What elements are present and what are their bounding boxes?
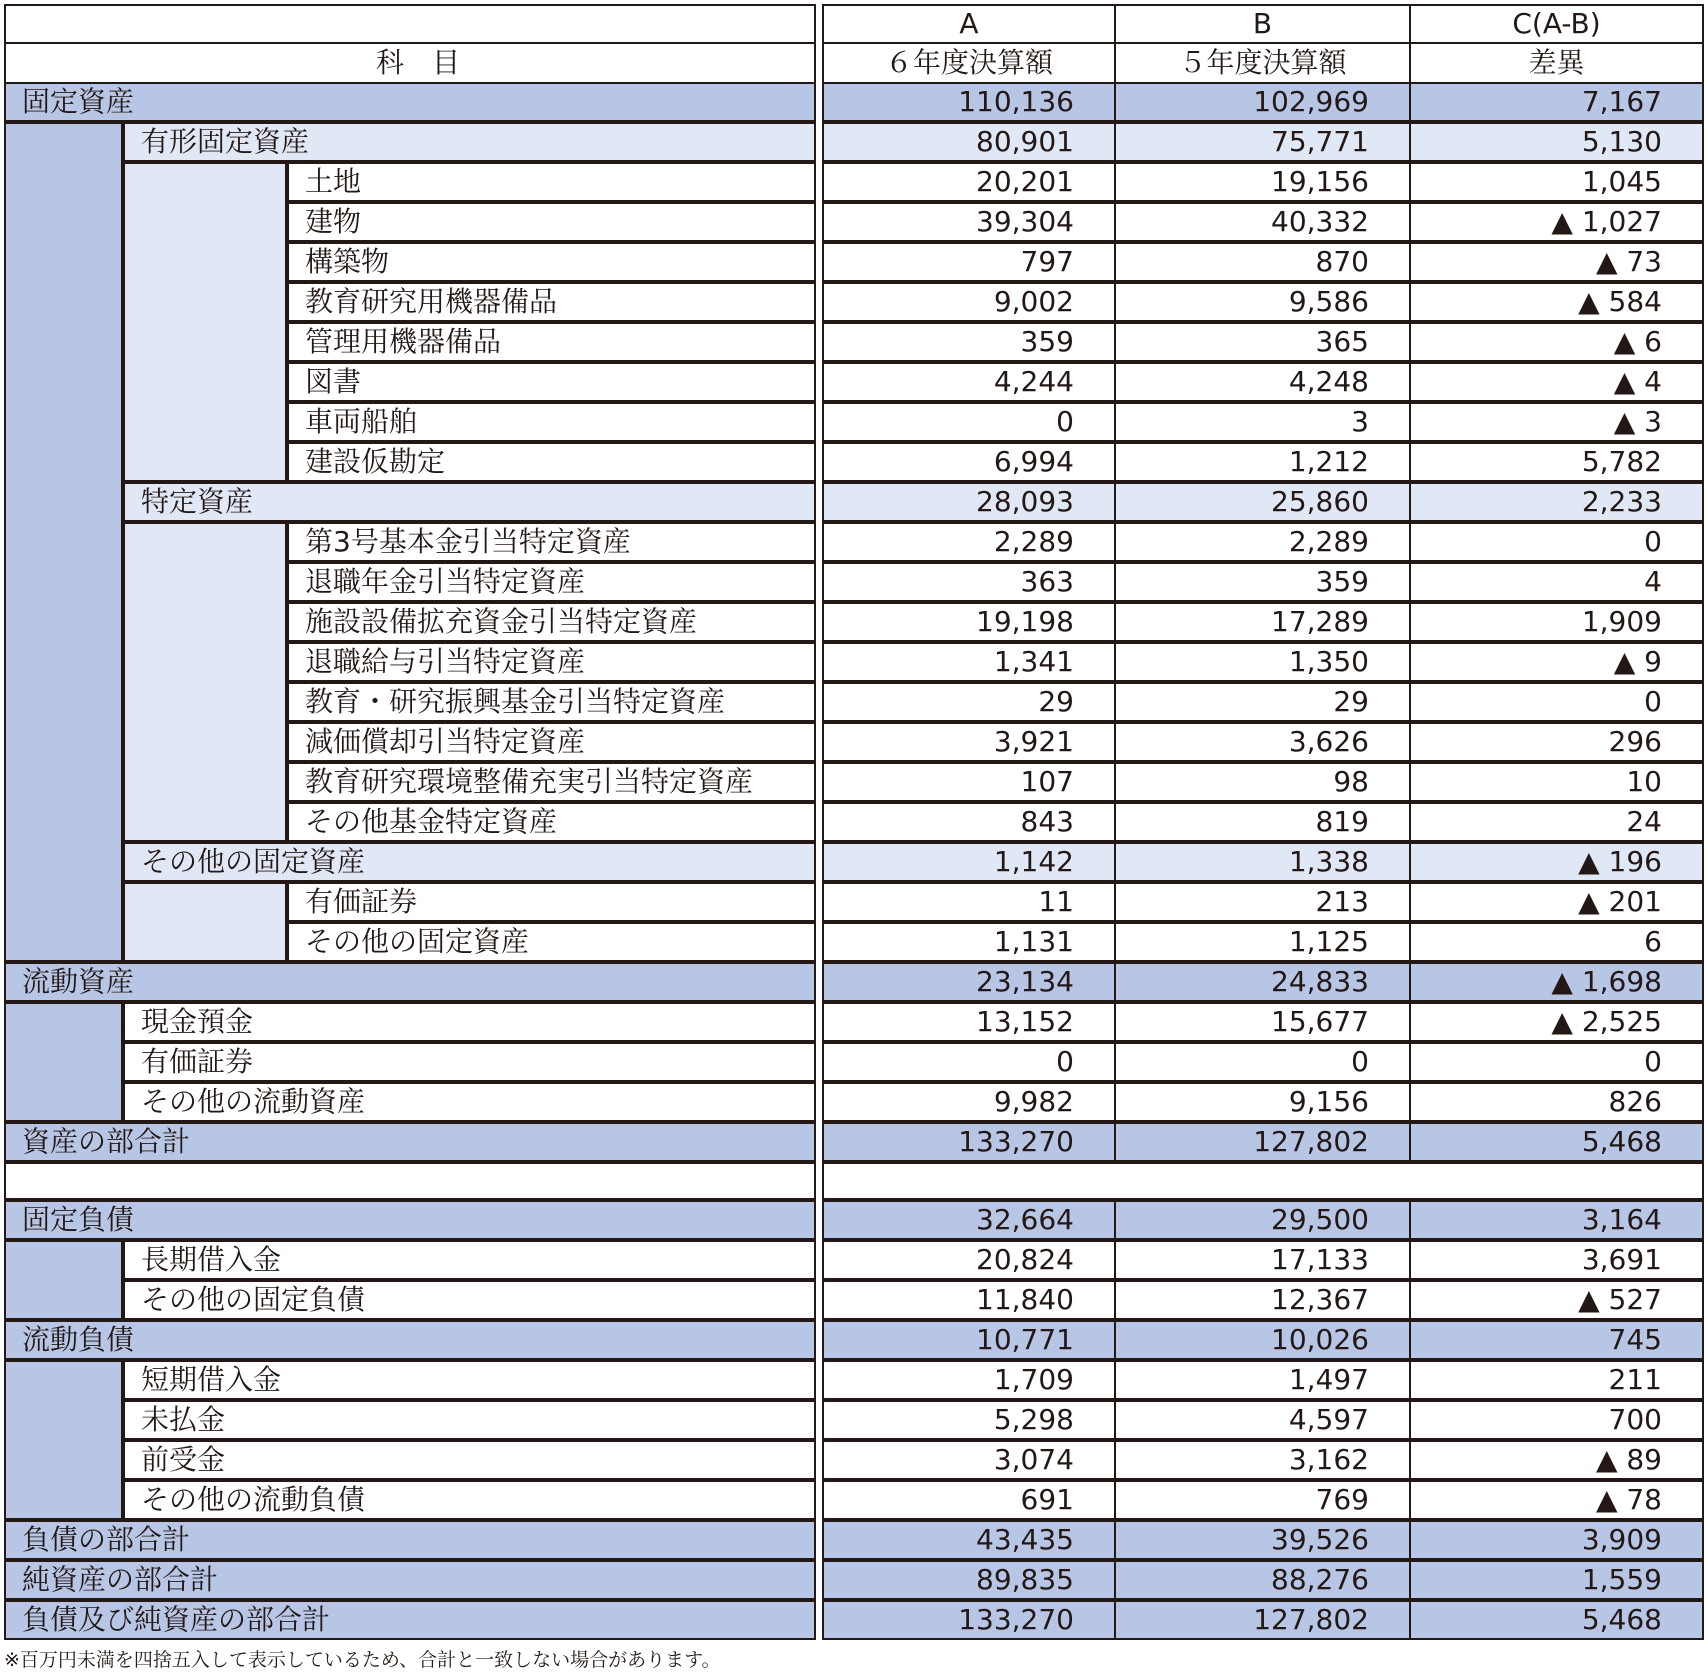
item-value-b: 769 [1114, 1480, 1411, 1520]
item-label: 図書 [287, 362, 816, 402]
item-value-a: 359 [822, 322, 1116, 362]
group-value-b: 39,526 [1114, 1520, 1411, 1560]
item-label: 教育研究用機器備品 [287, 282, 816, 322]
item-value-b: 4,248 [1114, 362, 1411, 402]
item-value-a: 11,840 [822, 1280, 1116, 1320]
group-value-diff: ▲ 1,698 [1409, 962, 1704, 1002]
item-value-a: 6,994 [822, 442, 1116, 482]
item-label: 現金預金 [123, 1002, 816, 1042]
item-value-a: 3,921 [822, 722, 1116, 762]
group-value-diff: 1,559 [1409, 1560, 1704, 1600]
item-value-a: 11 [822, 882, 1116, 922]
item-label: 長期借入金 [123, 1240, 816, 1280]
header-col-b-title: ５年度決算額 [1114, 42, 1411, 84]
item-value-a: 2,289 [822, 522, 1116, 562]
subgroup-value-diff: 2,233 [1409, 482, 1704, 522]
group-value-a: 32,664 [822, 1200, 1116, 1240]
item-label: 未払金 [123, 1400, 816, 1440]
item-value-a: 9,982 [822, 1082, 1116, 1122]
column-gap [814, 4, 824, 1640]
header-col-c-title: 差異 [1409, 42, 1704, 84]
header-col-b-letter: B [1114, 4, 1411, 44]
item-value-b: 3,162 [1114, 1440, 1411, 1480]
item-value-b: 1,212 [1114, 442, 1411, 482]
item-label: その他の流動資産 [123, 1082, 816, 1122]
item-value-diff: 211 [1409, 1360, 1704, 1400]
item-value-diff: 0 [1409, 1042, 1704, 1082]
group-value-a: 110,136 [822, 82, 1116, 122]
item-value-a: 0 [822, 402, 1116, 442]
item-value-b: 1,350 [1114, 642, 1411, 682]
item-label: 減価償却引当特定資産 [287, 722, 816, 762]
group-value-a: 10,771 [822, 1320, 1116, 1360]
item-value-diff: 3,691 [1409, 1240, 1704, 1280]
item-label: 管理用機器備品 [287, 322, 816, 362]
header-col-a-title: ６年度決算額 [822, 42, 1116, 84]
item-label: 施設設備拡充資金引当特定資産 [287, 602, 816, 642]
item-value-b: 9,586 [1114, 282, 1411, 322]
item-value-a: 797 [822, 242, 1116, 282]
group-value-a: 133,270 [822, 1122, 1116, 1162]
subgroup-indent-spacer [123, 882, 287, 962]
group-value-diff: 7,167 [1409, 82, 1704, 122]
group-label: 資産の部合計 [4, 1122, 816, 1162]
group-label: 固定資産 [4, 82, 816, 122]
item-value-b: 9,156 [1114, 1082, 1411, 1122]
item-label: 建物 [287, 202, 816, 242]
group-label: 固定負債 [4, 1200, 816, 1240]
header-col-c-letter: C(A-B) [1409, 4, 1704, 44]
item-value-a: 107 [822, 762, 1116, 802]
subgroup-value-diff: ▲ 196 [1409, 842, 1704, 882]
subgroup-value-b: 25,860 [1114, 482, 1411, 522]
item-value-b: 4,597 [1114, 1400, 1411, 1440]
item-label: その他の流動負債 [123, 1480, 816, 1520]
group-value-diff: 3,909 [1409, 1520, 1704, 1560]
group-value-diff: 745 [1409, 1320, 1704, 1360]
item-value-a: 843 [822, 802, 1116, 842]
group-label: 流動資産 [4, 962, 816, 1002]
item-value-diff: ▲ 527 [1409, 1280, 1704, 1320]
item-value-a: 4,244 [822, 362, 1116, 402]
subgroup-value-a: 1,142 [822, 842, 1116, 882]
group-indent-spacer [4, 1240, 123, 1320]
item-value-b: 213 [1114, 882, 1411, 922]
group-value-diff: 3,164 [1409, 1200, 1704, 1240]
item-value-diff: ▲ 3 [1409, 402, 1704, 442]
item-value-b: 40,332 [1114, 202, 1411, 242]
subgroup-label: 有形固定資産 [123, 122, 816, 162]
item-value-b: 98 [1114, 762, 1411, 802]
subgroup-value-b: 75,771 [1114, 122, 1411, 162]
item-label: 有価証券 [287, 882, 816, 922]
item-value-diff: ▲ 1,027 [1409, 202, 1704, 242]
subgroup-value-a: 80,901 [822, 122, 1116, 162]
item-label: 建設仮勘定 [287, 442, 816, 482]
item-value-diff: 5,782 [1409, 442, 1704, 482]
item-value-a: 0 [822, 1042, 1116, 1082]
item-value-diff: ▲ 89 [1409, 1440, 1704, 1480]
item-value-b: 0 [1114, 1042, 1411, 1082]
group-value-a: 133,270 [822, 1600, 1116, 1640]
group-value-b: 127,802 [1114, 1122, 1411, 1162]
item-label: 車両船舶 [287, 402, 816, 442]
item-value-b: 870 [1114, 242, 1411, 282]
group-value-b: 29,500 [1114, 1200, 1411, 1240]
item-value-a: 39,304 [822, 202, 1116, 242]
item-value-b: 29 [1114, 682, 1411, 722]
item-label: 土地 [287, 162, 816, 202]
item-value-b: 819 [1114, 802, 1411, 842]
item-value-a: 691 [822, 1480, 1116, 1520]
item-label: 教育研究環境整備充実引当特定資産 [287, 762, 816, 802]
group-value-a: 89,835 [822, 1560, 1116, 1600]
item-value-b: 2,289 [1114, 522, 1411, 562]
group-value-b: 24,833 [1114, 962, 1411, 1002]
item-value-a: 9,002 [822, 282, 1116, 322]
footnote: ※百万円未満を四捨五入して表示しているため、合計と一致しない場合があります。 [4, 1649, 721, 1671]
item-value-diff: 700 [1409, 1400, 1704, 1440]
group-value-b: 10,026 [1114, 1320, 1411, 1360]
item-value-diff: 1,909 [1409, 602, 1704, 642]
item-value-a: 1,131 [822, 922, 1116, 962]
item-value-diff: ▲ 9 [1409, 642, 1704, 682]
item-value-a: 3,074 [822, 1440, 1116, 1480]
section-separator [4, 1162, 1704, 1200]
subgroup-indent-spacer [123, 162, 287, 482]
group-value-diff: 5,468 [1409, 1122, 1704, 1162]
subgroup-value-a: 28,093 [822, 482, 1116, 522]
item-value-diff: 1,045 [1409, 162, 1704, 202]
group-label: 負債及び純資産の部合計 [4, 1600, 816, 1640]
header-subject: 科 目 [4, 42, 816, 84]
item-value-b: 12,367 [1114, 1280, 1411, 1320]
item-label: 短期借入金 [123, 1360, 816, 1400]
item-value-diff: ▲ 78 [1409, 1480, 1704, 1520]
item-value-b: 19,156 [1114, 162, 1411, 202]
group-value-a: 43,435 [822, 1520, 1116, 1560]
item-value-diff: 296 [1409, 722, 1704, 762]
item-value-a: 5,298 [822, 1400, 1116, 1440]
item-value-diff: 6 [1409, 922, 1704, 962]
item-label: 退職年金引当特定資産 [287, 562, 816, 602]
item-value-a: 29 [822, 682, 1116, 722]
group-label: 流動負債 [4, 1320, 816, 1360]
item-value-diff: 0 [1409, 522, 1704, 562]
group-indent-spacer [4, 122, 123, 962]
item-label: その他の固定資産 [287, 922, 816, 962]
item-value-a: 13,152 [822, 1002, 1116, 1042]
header-col-a-letter: A [822, 4, 1116, 44]
group-label: 負債の部合計 [4, 1520, 816, 1560]
group-label: 純資産の部合計 [4, 1560, 816, 1600]
subgroup-label: 特定資産 [123, 482, 816, 522]
item-value-a: 19,198 [822, 602, 1116, 642]
subgroup-indent-spacer [123, 522, 287, 842]
item-value-diff: ▲ 4 [1409, 362, 1704, 402]
item-value-b: 359 [1114, 562, 1411, 602]
item-label: 第3号基本金引当特定資産 [287, 522, 816, 562]
item-value-b: 17,133 [1114, 1240, 1411, 1280]
item-value-diff: 4 [1409, 562, 1704, 602]
item-value-diff: 10 [1409, 762, 1704, 802]
group-value-diff: 5,468 [1409, 1600, 1704, 1640]
item-value-diff: 826 [1409, 1082, 1704, 1122]
item-label: 構築物 [287, 242, 816, 282]
item-value-b: 1,497 [1114, 1360, 1411, 1400]
item-value-diff: ▲ 584 [1409, 282, 1704, 322]
item-value-diff: ▲ 73 [1409, 242, 1704, 282]
item-value-b: 17,289 [1114, 602, 1411, 642]
item-label: その他の固定負債 [123, 1280, 816, 1320]
item-value-b: 365 [1114, 322, 1411, 362]
item-value-b: 3 [1114, 402, 1411, 442]
item-value-a: 1,709 [822, 1360, 1116, 1400]
item-label: その他基金特定資産 [287, 802, 816, 842]
item-value-diff: ▲ 6 [1409, 322, 1704, 362]
item-label: 前受金 [123, 1440, 816, 1480]
subgroup-label: その他の固定資産 [123, 842, 816, 882]
item-label: 教育・研究振興基金引当特定資産 [287, 682, 816, 722]
item-value-diff: 0 [1409, 682, 1704, 722]
item-value-diff: ▲ 201 [1409, 882, 1704, 922]
subgroup-value-diff: 5,130 [1409, 122, 1704, 162]
group-indent-spacer [4, 1002, 123, 1122]
item-value-a: 1,341 [822, 642, 1116, 682]
group-indent-spacer [4, 1360, 123, 1520]
item-value-diff: ▲ 2,525 [1409, 1002, 1704, 1042]
item-label: 退職給与引当特定資産 [287, 642, 816, 682]
group-value-b: 88,276 [1114, 1560, 1411, 1600]
item-value-a: 20,201 [822, 162, 1116, 202]
header-blank-cell [4, 4, 816, 44]
item-label: 有価証券 [123, 1042, 816, 1082]
item-value-a: 363 [822, 562, 1116, 602]
group-value-b: 127,802 [1114, 1600, 1411, 1640]
item-value-b: 1,125 [1114, 922, 1411, 962]
subgroup-value-b: 1,338 [1114, 842, 1411, 882]
item-value-b: 15,677 [1114, 1002, 1411, 1042]
group-value-b: 102,969 [1114, 82, 1411, 122]
group-value-a: 23,134 [822, 962, 1116, 1002]
item-value-a: 20,824 [822, 1240, 1116, 1280]
item-value-diff: 24 [1409, 802, 1704, 842]
item-value-b: 3,626 [1114, 722, 1411, 762]
